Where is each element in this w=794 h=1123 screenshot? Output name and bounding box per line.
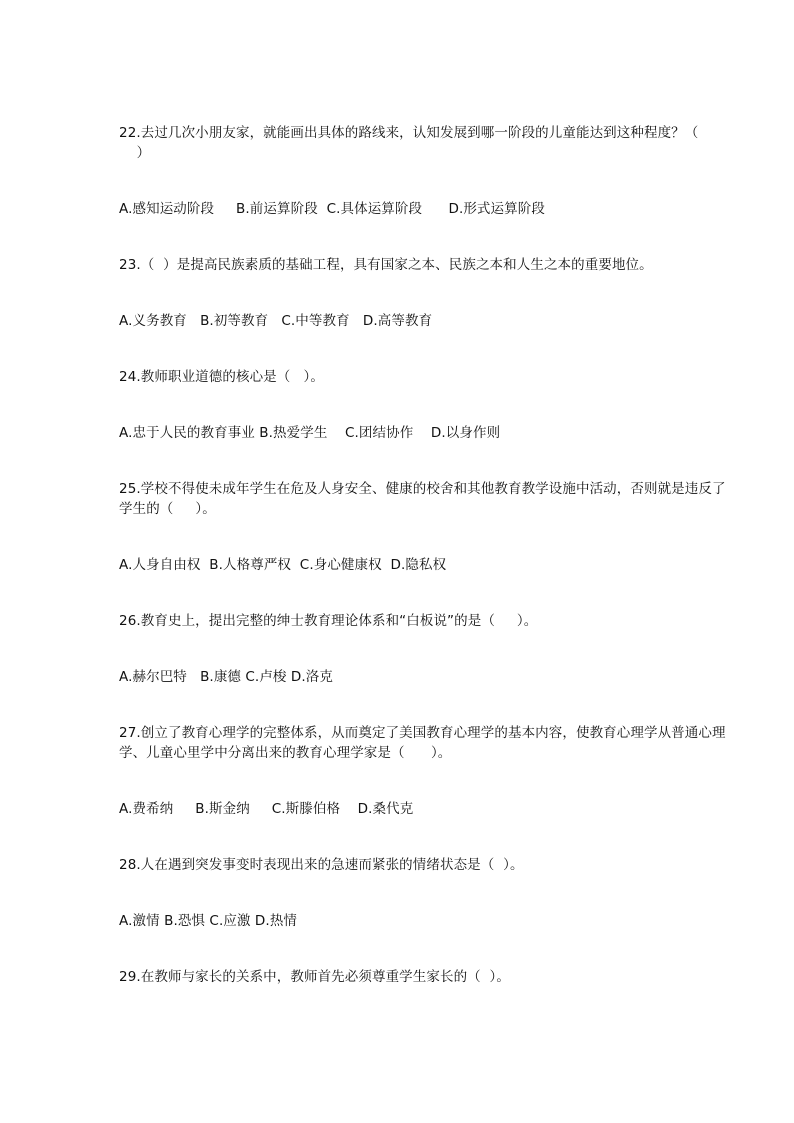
- question-23-text: 23.（ ）是提高民族素质的基础工程，具有国家之本、民族之本和人生之本的重要地位。: [119, 257, 653, 273]
- question-28-options: A.激情 B.恐惧 C.应激 D.热情: [119, 913, 298, 929]
- question-26-options: A.赫尔巴特 B.康德 C.卢梭 D.洛克: [119, 669, 334, 685]
- question-27-text-cont: 学、儿童心里学中分离出来的教育心理学家是（ ）。: [119, 745, 452, 761]
- question-28-text: 28.人在遇到突发事变时表现出来的急速而紧张的情绪状态是（ ）。: [119, 857, 524, 873]
- question-27-options: A.费希纳 B.斯金纳 C.斯滕伯格 D.桑代克: [119, 801, 414, 817]
- question-22-text: 22.去过几次小朋友家，就能画出具体的路线来，认知发展到哪一阶段的儿童能达到这种程度？（: [119, 125, 699, 141]
- question-27-text: 27.创立了教育心理学的完整体系，从而奠定了美国教育心理学的基本内容，使教育心理学从普通心理: [119, 725, 726, 741]
- question-22-options: A.感知运动阶段 B.前运算阶段 C.具体运算阶段 D.形式运算阶段: [119, 201, 545, 217]
- question-26-text: 26.教育史上，提出完整的绅士教育理论体系和“白板说”的是（ ）。: [119, 613, 538, 629]
- question-29-text: 29.在教师与家长的关系中，教师首先必须尊重学生家长的（ ）。: [119, 969, 511, 985]
- question-24-options: A.忠于人民的教育事业 B.热爱学生 C.团结协作 D.以身作则: [119, 425, 501, 441]
- question-23-options: A.义务教育 B.初等教育 C.中等教育 D.高等教育: [119, 313, 433, 329]
- question-25-options: A.人身自由权 B.人格尊严权 C.身心健康权 D.隐私权: [119, 557, 447, 573]
- question-24-text: 24.教师职业道德的核心是（ ）。: [119, 369, 324, 385]
- question-25-text-cont: 学生的（ ）。: [119, 501, 216, 517]
- question-25-text: 25.学校不得使未成年学生在危及人身安全、健康的校舍和其他教育教学设施中活动，否则就是违反了: [119, 481, 726, 497]
- question-22-text-cont: ）: [119, 145, 151, 161]
